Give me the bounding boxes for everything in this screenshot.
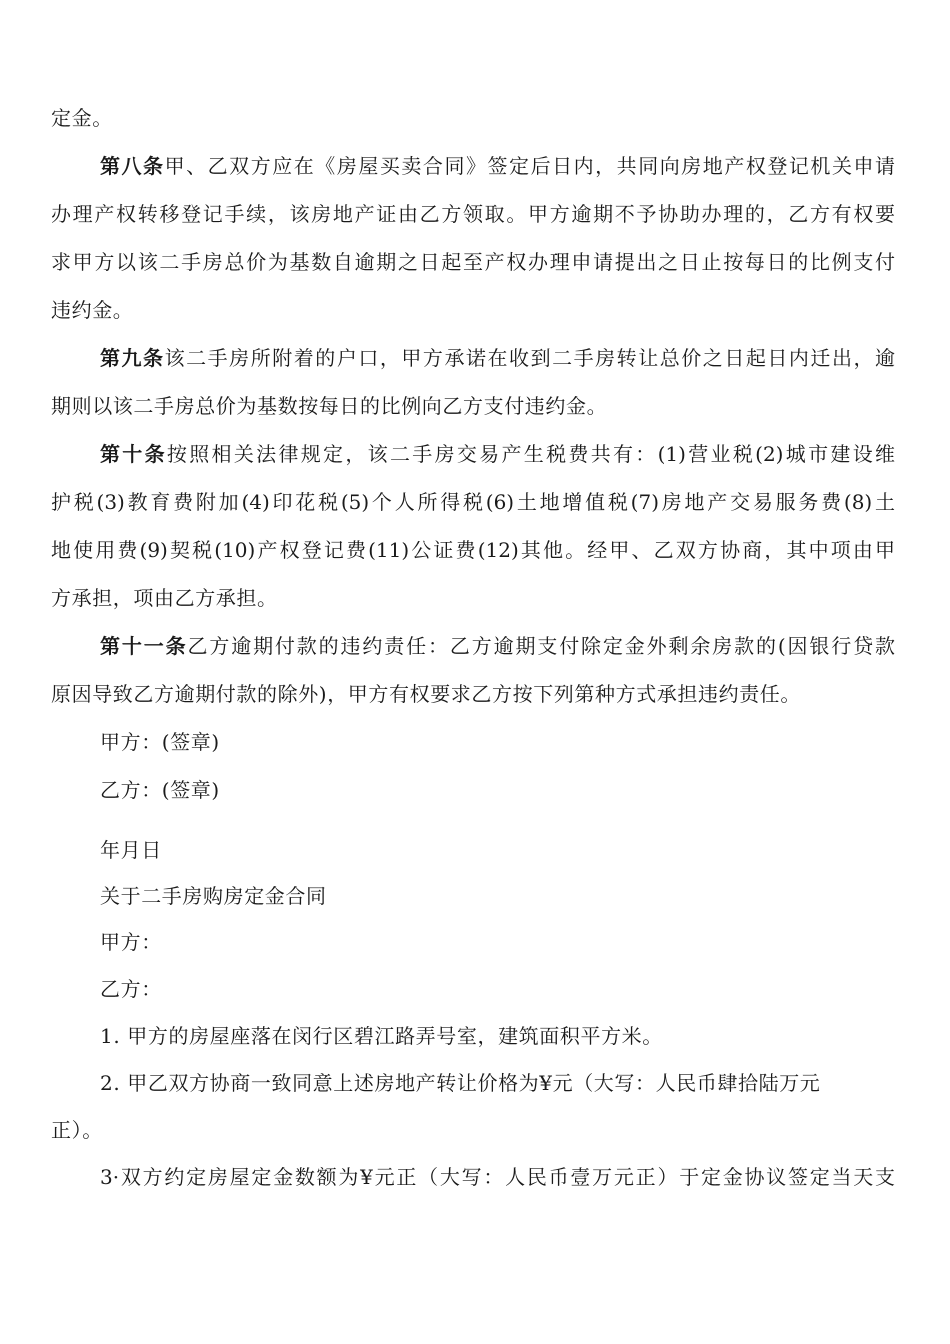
second-contract-party-a: 甲方： [100, 930, 162, 954]
article10-heading: 第十条 [100, 442, 167, 466]
article11-heading: 第十一条 [100, 634, 188, 658]
article10-line4: 方承担，项由乙方承担。 [51, 586, 278, 610]
article10-line2: 护税(3)教育费附加(4)印花税(5)个人所得税(6)土地增值税(7)房地产交易服务费(8)土 [51, 490, 895, 514]
article9-text-1: 该二手房所附着的户口，甲方承诺在收到二手房转让总价之日起日内迁出，逾 [164, 346, 896, 370]
clause-1 [100, 1024, 663, 1048]
article10-line3: 地使用费(9)契税(10)产权登记费(11)公证费(12)其他。经甲、乙双方协商，其中项由甲 [51, 538, 895, 562]
clause-3-number: 3· [100, 1165, 120, 1189]
article8-line2: 办理产权转移登记手续，该房地产证由乙方领取。甲方逾期不予协助办理的，乙方有权要 [51, 202, 895, 226]
signature-date: 年月日 [100, 838, 162, 862]
clause-1-text: 甲方的房屋座落在闵行区碧江路弄号室，建筑面积平方米。 [127, 1024, 663, 1048]
article10-text-1: 按照相关法律规定，该二手房交易产生税费共有：(1)营业税(2)城市建设维 [166, 442, 895, 466]
article8-heading: 第八条 [100, 154, 165, 178]
clause-3-text: 双方约定房屋定金数额为¥元正（大写：人民币壹万元正）于定金协议签定当天支 [119, 1165, 895, 1189]
article8-line3: 求甲方以该二手房总价为基数自逾期之日起至产权办理申请提出之日止按每日的比例支付 [51, 250, 895, 274]
clause-2-text-1: 甲乙双方协商一致同意上述房地产转让价格为¥元（大写：人民币肆拾陆万元 [127, 1071, 821, 1095]
article8-text-1: 甲、乙双方应在《房屋买卖合同》签定后日内，共同向房地产权登记机关申请 [164, 154, 896, 178]
article9-line1 [100, 346, 895, 370]
article8-line4: 违约金。 [51, 298, 134, 322]
clause-2-number: 2. [100, 1071, 121, 1095]
article11-text-1: 乙方逾期付款的违约责任：乙方逾期支付除定金外剩余房款的(因银行贷款 [187, 634, 895, 658]
article10-line1 [100, 442, 895, 466]
top-fragment: 定金。 [51, 106, 113, 130]
second-contract-party-b: 乙方： [100, 977, 162, 1001]
signature-party-b: 乙方：(签章) [100, 778, 220, 802]
article11-line2: 原因导致乙方逾期付款的除外)，甲方有权要求乙方按下列第种方式承担违约责任。 [51, 682, 802, 706]
article8-line1 [100, 154, 895, 178]
clause-2-line2: 正）。 [51, 1118, 103, 1142]
clause-3 [100, 1165, 895, 1189]
signature-party-a: 甲方：(签章) [100, 730, 220, 754]
article11-line1 [100, 634, 895, 658]
second-contract-title: 关于二手房购房定金合同 [100, 884, 327, 908]
clause-2 [100, 1071, 820, 1095]
article9-heading: 第九条 [100, 346, 165, 370]
clause-1-number: 1. [100, 1024, 121, 1048]
article9-line2: 期则以该二手房总价为基数按每日的比例向乙方支付违约金。 [51, 394, 608, 418]
